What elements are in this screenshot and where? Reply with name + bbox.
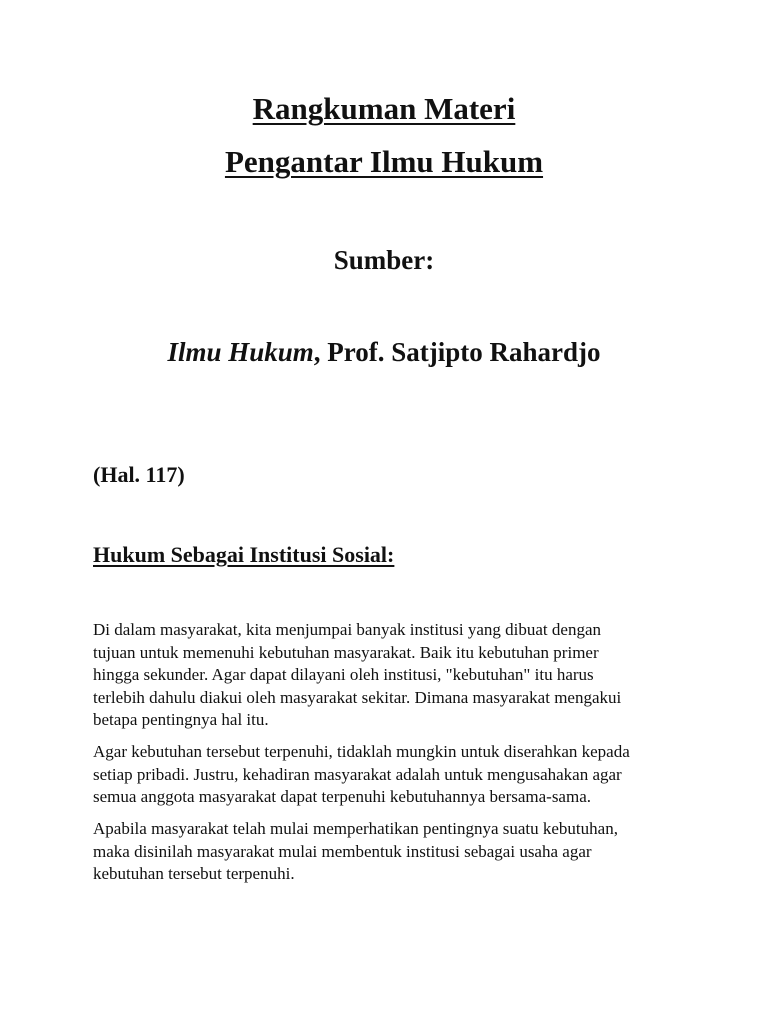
body-paragraph-2 (93, 741, 678, 809)
paragraph-line: hingga sekunder. Agar dapat dilayani oleh institusi, "kebutuhan" itu harus (93, 665, 594, 684)
source-book-title: Ilmu Hukum (167, 337, 314, 367)
source-label: Sumber: (333, 245, 435, 275)
source-author: , Prof. Satjipto Rahardjo (313, 337, 601, 367)
paragraph-line: semua anggota masyarakat dapat terpenuhi kebutuhannya bersama-sama. (93, 787, 591, 806)
paragraph-line: betapa pentingnya hal itu. (93, 710, 269, 729)
paragraph-line: Agar kebutuhan tersebut terpenuhi, tidaklah mungkin untuk diserahkan kepada (93, 742, 630, 761)
paragraph-line: kebutuhan tersebut terpenuhi. (93, 864, 295, 883)
paragraph-line: Apabila masyarakat telah mulai memperhatikan pentingnya suatu kebutuhan, (93, 819, 618, 838)
document-title-line-2: Pengantar Ilmu Hukum (224, 144, 544, 179)
paragraph-line: maka disinilah masyarakat mulai membentuk institusi sebagai usaha agar (93, 841, 592, 861)
body-paragraph-1 (93, 619, 678, 732)
paragraph-line: tujuan untuk memenuhi kebutuhan masyarakat. Baik itu kebutuhan primer (93, 642, 599, 662)
paragraph-line: terlebih dahulu diakui oleh masyarakat sekitar. Dimana masyarakat mengakui (93, 687, 622, 707)
section-heading: Hukum Sebagai Institusi Sosial: (93, 542, 395, 567)
document-title-line-1: Rangkuman Materi (252, 91, 516, 126)
body-paragraph-3 (93, 818, 678, 886)
source-reference (0, 339, 768, 366)
paragraph-line: Di dalam masyarakat, kita menjumpai banyak institusi yang dibuat dengan (93, 620, 601, 639)
paragraph-line: setiap pribadi. Justru, kehadiran masyarakat adalah untuk mengusahakan agar (93, 764, 622, 784)
page-reference: (Hal. 117) (93, 462, 185, 487)
